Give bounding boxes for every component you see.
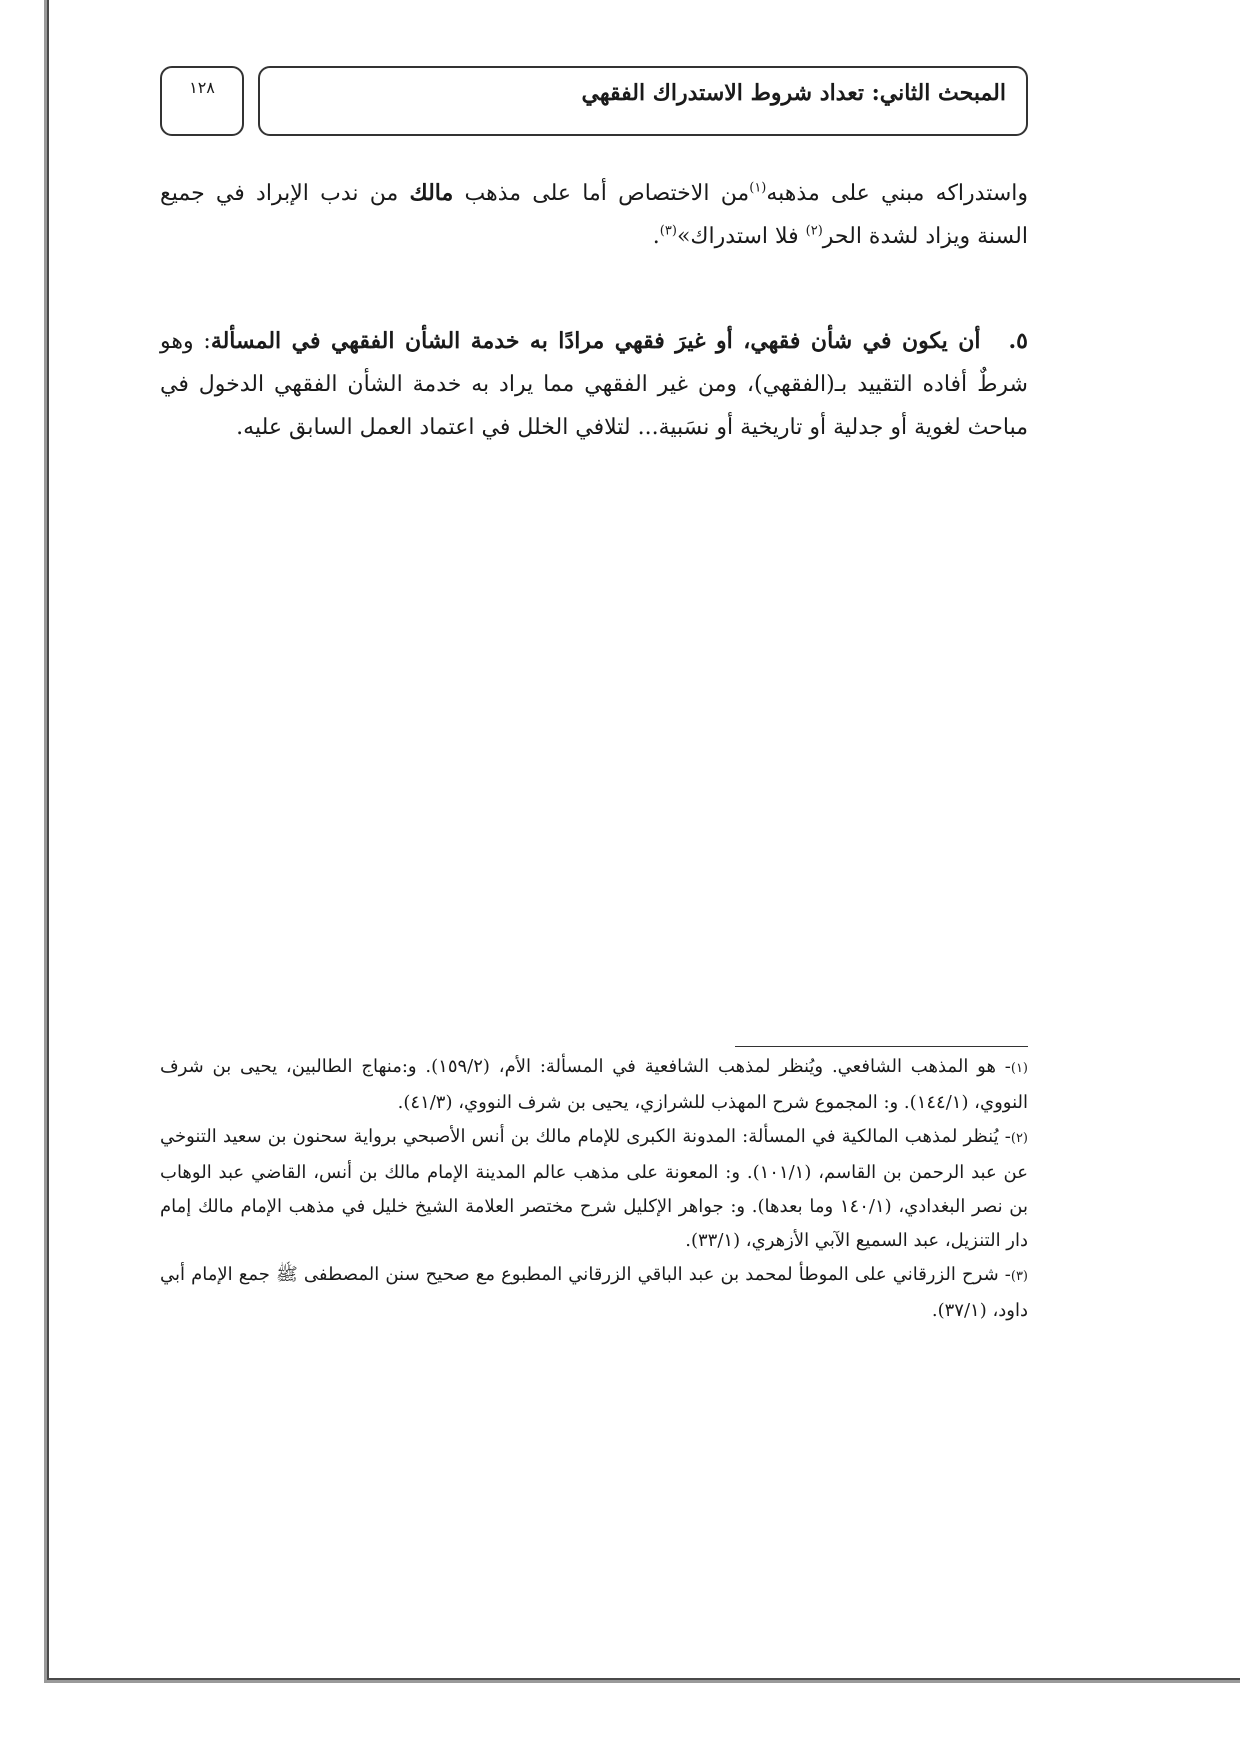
list-item-heading: أن يكون في شأن فقهي، أو غيرَ فقهي مرادًا به خدمة الشأن الفقهي في المسألة bbox=[210, 328, 981, 354]
paragraph-1 bbox=[160, 172, 1028, 258]
footnote-2 bbox=[160, 1120, 1028, 1258]
footnote-ref-2: (٢) bbox=[805, 223, 823, 239]
paragraph-1-segment-3: من ندب الإبراد في جميع السنة ويزاد لشدة الحر bbox=[160, 181, 1028, 249]
page-number: ١٢٨ bbox=[189, 78, 215, 97]
list-item-number: ٥. bbox=[1008, 328, 1028, 354]
footnote-number: (٢) bbox=[1010, 1131, 1028, 1146]
footnote-text: - يُنظر لمذهب المالكية في المسألة: المدونة الكبرى للإمام مالك بن أنس الأصبحي برواية سحنون بن سعيد التنوخي عن عبد الرحمن بن القاسم، (١٠١/١). و: المعونة على مذهب عالم المدينة الإمام مالك بن أنس، القاضي عبد الوهاب بن نصر البغدادي، (١٤٠/١ وما بعدها). و: جواهر الإكليل شرح مختصر العلامة الشيخ خليل في مذهب الإمام مالك إمام دار التنزيل، عبد السميع الآبي الأزهري، (٣٣/١). bbox=[160, 1126, 1028, 1251]
list-item-5 bbox=[160, 320, 1028, 449]
footnote-separator bbox=[735, 1046, 1028, 1047]
paragraph-1-segment-4: فلا استدراك» bbox=[676, 224, 806, 249]
footnote-number: (٣) bbox=[1010, 1269, 1028, 1284]
paragraph-1-segment-2: من الاختصاص أما على مذهب bbox=[453, 181, 750, 206]
footnote-text: - هو المذهب الشافعي. ويُنظر لمذهب الشافعية في المسألة: الأم، (١٥٩/٢). و:منهاج الطالبين، يحيى بن شرف النووي، (١٤٤/١). و: المجموع شرح المهذب للشرازي، يحيى بن شرف النووي، (٤١/٣). bbox=[160, 1056, 1028, 1113]
footnote-text: - شرح الزرقاني على الموطأ لمحمد بن عبد الباقي الزرقاني المطبوع مع صحيح سنن المصطفى ﷺ جمع الإمام أبي داود، (٣٧/١). bbox=[160, 1264, 1028, 1321]
footnote-3 bbox=[160, 1258, 1028, 1328]
footnotes bbox=[160, 1050, 1028, 1328]
paragraph-1-bold-term: مالك bbox=[409, 180, 454, 206]
paragraph-1-segment-1: واستدراكه مبني على مذهبه bbox=[766, 181, 1029, 206]
list-item-text: : وهو شرطٌ أفاده التقييد بـ(الفقهي)، ومن غير الفقهي مما يراد به خدمة الشأن الفقهي الدخول في مباحث لغوية أو جدلية أو تاريخية أو نسَبية... لتلافي الخلل في اعتماد العمل السابق عليه. bbox=[160, 329, 1028, 440]
header-title-box bbox=[258, 66, 1028, 136]
footnote-ref-3: (٣) bbox=[659, 223, 677, 239]
paragraph-1-segment-5: . bbox=[652, 224, 660, 249]
footnote-1 bbox=[160, 1050, 1028, 1120]
page-number-box bbox=[160, 66, 244, 136]
footnote-number: (١) bbox=[1010, 1061, 1028, 1076]
footnote-ref-1: (١) bbox=[749, 180, 767, 196]
header-title: المبحث الثاني: تعداد شروط الاستدراك الفقهي bbox=[581, 80, 1006, 106]
